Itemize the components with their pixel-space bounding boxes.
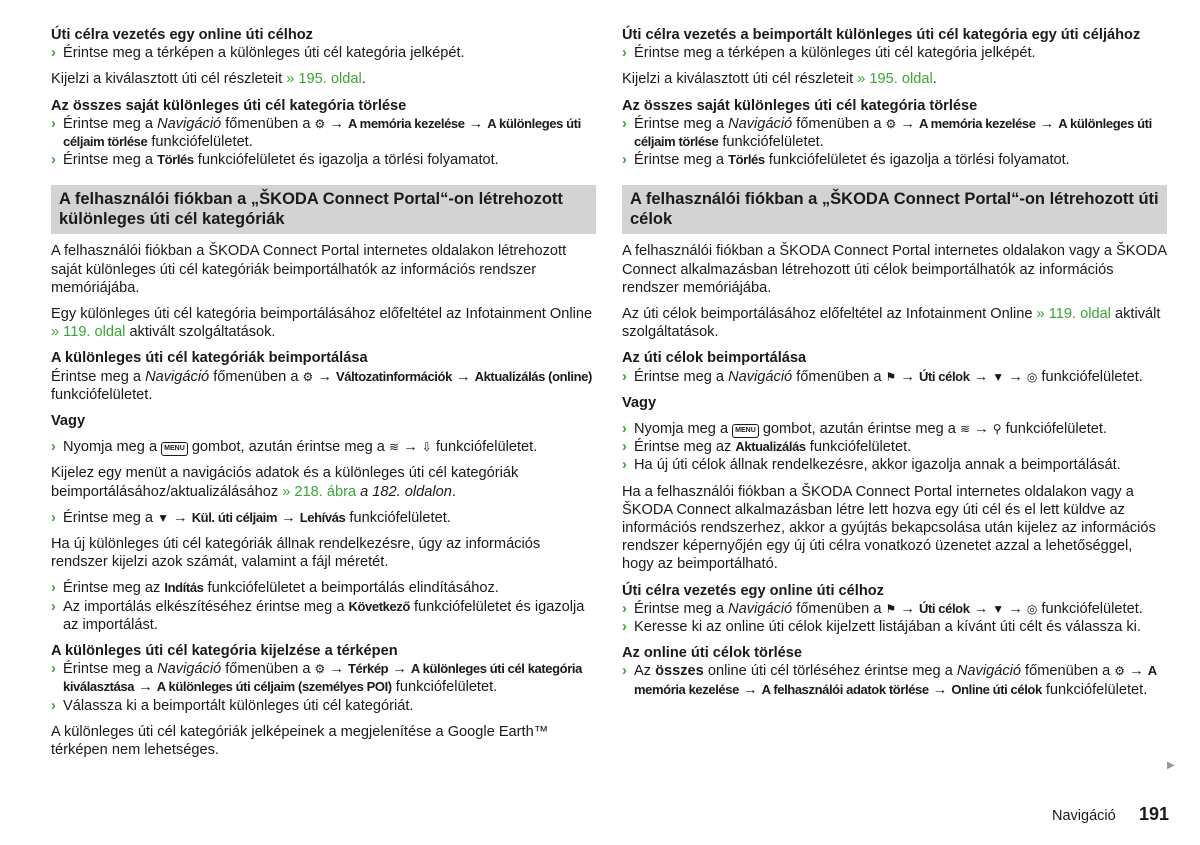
- step: › Érintse meg a Navigáció főmenüben a ⚙ → Térkép → A különleges úti cél kategória kiválasztása → A különleges úti céljaim (személyes POI) funkciófelületet.: [51, 661, 582, 696]
- step: › Ha új úti célok állnak rendelkezésre, akkor igazolja annak a beimportálását.: [622, 457, 1121, 474]
- step-arrow-icon: ›: [51, 697, 56, 714]
- right-column: [622, 24, 1167, 699]
- dropdown-triangle-icon: ▼: [157, 510, 169, 525]
- paragraph: Ha új különleges úti cél kategóriák állnak rendelkezésre, úgy az információs rendszer kijelzi azok számát, valamint a fájl méretét.: [51, 536, 541, 571]
- step-arrow-icon: ›: [51, 509, 56, 526]
- step: › Érintse meg a Navigáció főmenüben a ⚙ → A memória kezelése → A különleges úti céljaim törlése funkciófelületet.: [622, 115, 1152, 151]
- step-arrow-icon: ›: [51, 152, 56, 169]
- step-arrow-icon: ›: [51, 115, 56, 132]
- settings-gear-icon: ⚙: [885, 116, 897, 131]
- step: › Érintse meg az Aktualizálás funkciófelületet.: [622, 439, 912, 456]
- step-arrow-icon: ›: [622, 421, 627, 438]
- step: › Érintse meg a Törlés funkciófelületet és igazolja a törlési folyamatot.: [622, 152, 1070, 169]
- paragraph: A különleges úti cél kategóriák jelképeinek a megjelenítése a Google Earth™ térképen nem lehetséges.: [51, 723, 549, 759]
- page-number: 191: [1139, 804, 1170, 824]
- wireless-icon: ≋: [388, 440, 400, 455]
- section-title: A felhasználói fiókban a „ŠKODA Connect Portal“-on létrehozott úti célok: [622, 185, 1167, 234]
- step: › Érintse meg a Navigáció főmenüben a ⚑ → Úti célok → ▼ → ◎ funkciófelületet.: [622, 368, 1143, 385]
- page-link[interactable]: » 119. oldal: [51, 324, 126, 341]
- step-arrow-icon: ›: [622, 45, 627, 62]
- step: › Érintse meg az Indítás funkciófelületet a beimportálás elindításához.: [51, 580, 499, 597]
- paragraph: Egy különleges úti cél kategória beimportálásához előfeltétel az Infotainment Online » 119. oldal aktivált szolgáltatások.: [51, 306, 593, 341]
- destinations-icon: ⚑: [885, 369, 897, 384]
- step-arrow-icon: ›: [622, 152, 627, 169]
- step: › Érintse meg a ▼ → Kül. úti céljaim → Lehívás funkciófelületet.: [51, 509, 451, 526]
- menu-button-icon: MENU: [732, 424, 759, 438]
- step: › Érintse meg a térképen a különleges úti cél kategória jelképét.: [51, 45, 465, 62]
- step: › Az összes online úti cél törléséhez érintse meg a Navigáció főmenüben a ⚙ → A memória kezelése → A felhasználói adatok törlése → Online úti célok funkciófelületet.: [622, 663, 1157, 698]
- location-pin-icon: ⚲: [992, 422, 1002, 437]
- or-label: Vagy: [622, 394, 657, 411]
- step: › Az importálás elkészítéséhez érintse meg a Következő funkciófelületet és igazolja az importálást.: [51, 598, 585, 633]
- paragraph: Ha a felhasználói fiókban a ŠKODA Connect Portal internetes oldalakon vagy a ŠKODA Connect alkalmazásban létre lett hozva egy úti cél és el lett küldve az információs rendszerhez, akkor a gyújtás bekapcsolása után kijelez az információs rendszer képernyőjén egy új úti célra vonatkozó üzenetet azzal a lehetőséggel, hogy az beimportálható.: [622, 483, 1156, 573]
- step-arrow-icon: ›: [51, 598, 56, 615]
- settings-gear-icon: ⚙: [314, 662, 326, 677]
- settings-gear-icon: ⚙: [314, 116, 326, 131]
- section-title: A felhasználói fiókban a „ŠKODA Connect Portal“-on létrehozott különleges úti cél kategóriák: [51, 185, 596, 234]
- heading: Az összes saját különleges úti cél kategória törlése: [622, 97, 978, 114]
- settings-gear-icon: ⚙: [1114, 664, 1126, 679]
- step: › Érintse meg a Navigáció főmenüben a ⚑ → Úti célok → ▼ → ◎ funkciófelületet.: [622, 600, 1143, 617]
- paragraph: Kijelez egy menüt a navigációs adatok és a különleges úti cél kategóriák beimportálásához/aktualizálásához » 218. ábra a 182. oldalon.: [51, 465, 519, 500]
- paragraph: Érintse meg a Navigáció főmenüben a ⚙ → Változatinformációk → Aktualizálás (online) funkciófelületet.: [51, 368, 592, 403]
- paragraph: Az úti célok beimportálásához előfeltétel az Infotainment Online » 119. oldal aktivált szolgáltatások.: [622, 306, 1161, 341]
- online-destination-icon: ◎: [1026, 601, 1038, 616]
- step-arrow-icon: ›: [51, 439, 56, 456]
- step-arrow-icon: ›: [622, 457, 627, 474]
- paragraph: Kijelzi a kiválasztott úti cél részleteit » 195. oldal.: [51, 71, 366, 88]
- step-arrow-icon: ›: [622, 619, 627, 636]
- paragraph: A felhasználói fiókban a ŠKODA Connect Portal internetes oldalakon létrehozott saját különleges úti cél kategóriák beimportálhatók az információs rendszer memóriájába.: [51, 243, 567, 296]
- step-arrow-icon: ›: [622, 115, 627, 132]
- heading: A különleges úti cél kategóriák beimportálása: [51, 350, 368, 367]
- heading: Úti célra vezetés egy online úti célhoz: [51, 27, 313, 43]
- continue-arrow-icon: ▶: [1167, 760, 1175, 771]
- page-link[interactable]: » 119. oldal: [1036, 306, 1111, 323]
- step: › Érintse meg a Törlés funkciófelületet és igazolja a törlési folyamatot.: [51, 152, 499, 169]
- heading: Úti célra vezetés egy online úti célhoz: [622, 582, 884, 599]
- destinations-icon: ⚑: [885, 601, 897, 616]
- wireless-icon: ≋: [959, 422, 971, 437]
- step: › Válassza ki a beimportált különleges úti cél kategóriát.: [51, 697, 414, 714]
- step-arrow-icon: ›: [51, 580, 56, 597]
- heading: A különleges úti cél kategória kijelzése a térképen: [51, 643, 398, 660]
- online-destination-icon: ◎: [1026, 369, 1038, 384]
- step-arrow-icon: ›: [51, 45, 56, 62]
- menu-button-icon: MENU: [161, 442, 188, 456]
- download-icon: ⇩: [421, 440, 432, 455]
- figure-link[interactable]: » 218. ábra: [282, 483, 357, 500]
- footer-section: Navigáció: [1052, 808, 1116, 824]
- step: › Nyomja meg a MENU gombot, azután érintse meg a ≋ → ⇩ funkciófelületet.: [51, 439, 538, 456]
- step-arrow-icon: ›: [622, 663, 627, 680]
- paragraph: Kijelzi a kiválasztott úti cél részleteit » 195. oldal.: [622, 71, 937, 88]
- step-arrow-icon: ›: [51, 661, 56, 678]
- settings-gear-icon: ⚙: [302, 369, 314, 384]
- page-link[interactable]: » 195. oldal: [286, 71, 362, 88]
- heading: Az online úti célok törlése: [622, 645, 803, 662]
- left-column: [51, 24, 596, 759]
- step: › Keresse ki az online úti célok kijelzett listájában a kívánt úti célt és válassza ki.: [622, 619, 1141, 636]
- heading: Úti célra vezetés a beimportált különleges úti cél kategória egy úti céljához: [622, 27, 1141, 43]
- step: › Nyomja meg a MENU gombot, azután érintse meg a ≋ → ⚲ funkciófelületet.: [622, 421, 1107, 438]
- step: › Érintse meg a Navigáció főmenüben a ⚙ → A memória kezelése → A különleges úti céljaim törlése funkciófelületet.: [51, 115, 581, 151]
- step-arrow-icon: ›: [622, 368, 627, 385]
- step-arrow-icon: ›: [622, 600, 627, 617]
- or-label: Vagy: [51, 413, 86, 430]
- heading: Az összes saját különleges úti cél kategória törlése: [51, 97, 407, 114]
- paragraph: A felhasználói fiókban a ŠKODA Connect Portal internetes oldalakon vagy a ŠKODA Connect alkalmazásban létrehozott úti célok beimportálhatók az információs rendszer memóriájába.: [622, 243, 1167, 296]
- dropdown-triangle-icon: ▼: [992, 601, 1005, 616]
- dropdown-triangle-icon: ▼: [992, 369, 1005, 384]
- heading: Az úti célok beimportálása: [622, 350, 807, 367]
- step: › Érintse meg a térképen a különleges úti cél kategória jelképét.: [622, 45, 1036, 62]
- step-arrow-icon: ›: [622, 439, 627, 456]
- page-link[interactable]: » 195. oldal: [857, 71, 933, 88]
